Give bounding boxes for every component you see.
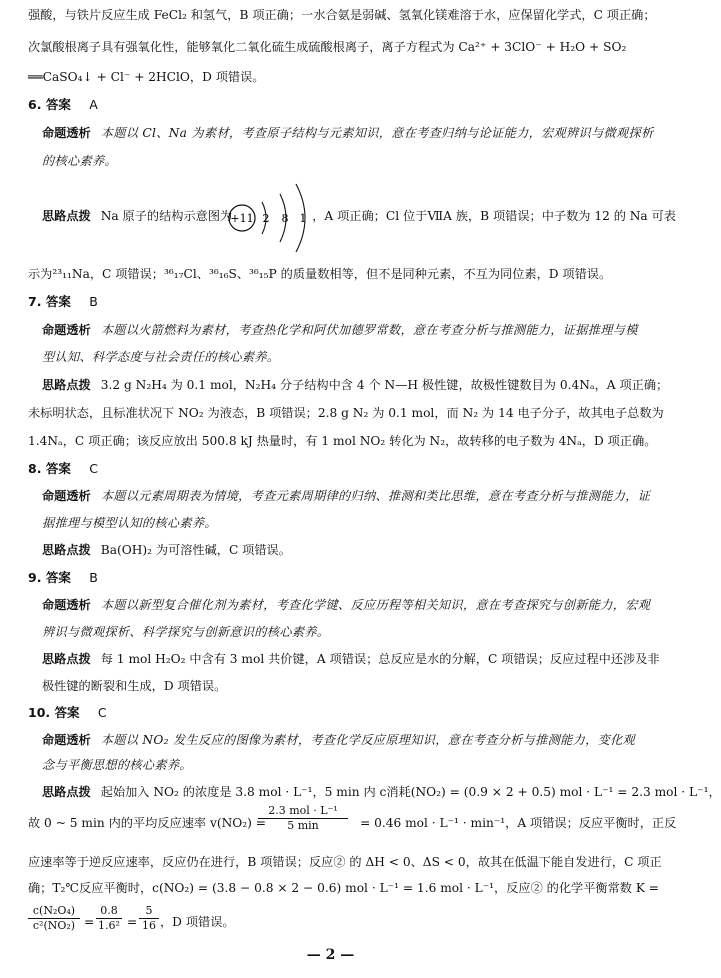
q7-heading	[28, 293, 647, 312]
equals-sign-1: =	[84, 915, 95, 929]
q8-answer: C	[89, 461, 98, 476]
answer-label: 答案	[54, 705, 80, 720]
q10-solve-line-3: 应速率等于逆反应速率，反应仍在进行，B 项错误；反应② 的 ΔH < 0、ΔS < 0，故其在低温下能自发进行，C 项正	[28, 855, 662, 869]
intro-line-1: 强酸，与铁片反应生成 FeCl₂ 和氢气，B 项正确；一水合氨是弱碱、氢氧化镁难溶于水，应保留化学式，C 项正确；	[28, 8, 656, 22]
q10-solve-line-1	[42, 783, 721, 801]
q7-number: 7.	[28, 294, 42, 309]
k-expression-fraction	[28, 904, 80, 934]
shell-2-electrons: 8	[281, 212, 289, 225]
solve-label: 思路点拨	[42, 209, 91, 223]
solve-label: 思路点拨	[42, 785, 91, 799]
k-fraction-numerator: c(N₂O₄)	[32, 904, 76, 917]
solve-label: 思路点拨	[42, 543, 91, 557]
q7-propose-line-1	[42, 321, 647, 339]
propose-label: 命题透析	[42, 733, 91, 747]
k-value-fraction	[96, 904, 122, 934]
q6-solve-line-1	[42, 207, 676, 225]
q7-solve-line-1	[42, 376, 669, 394]
answer-label: 答案	[45, 294, 71, 309]
q6-propose-line-2: 的核心素养。	[42, 154, 117, 168]
solve-label: 思路点拨	[42, 652, 91, 666]
q7-solve-line-3: 1.4Nₐ，C 项正确；该反应放出 500.8 kJ 热量时，有 1 mol NO₂ 转化为 N₂，故转移的电子数为 4Nₐ，D 项正确。	[28, 434, 657, 448]
q6-propose-line-1	[42, 124, 654, 142]
answer-label: 答案	[45, 461, 71, 476]
q6-number: 6.	[28, 97, 42, 112]
q10-solve-text-1: 起始加入 NO₂ 的浓度是 3.8 mol · L⁻¹，5 min 内 c消耗(NO₂) = (0.9 × 2 + 0.5) mol · L⁻¹ = 2.3 mol · L⁻¹，	[100, 785, 721, 799]
k-result-denominator: 16	[139, 918, 159, 933]
q10-heading	[28, 704, 647, 723]
q10-solve-end: ，D 项错误。	[160, 915, 235, 929]
q7-propose-line-2: 型认知、科学态度与社会责任的核心素养。	[42, 350, 280, 364]
q6-propose-text-1: 本题以 Cl、Na 为素材，考查原子结构与元素知识，意在考查归纳与论证能力，宏观辨识与微观探析	[100, 126, 654, 140]
q10-solve-line-2-post: = 0.46 mol · L⁻¹ · min⁻¹，A 项错误；反应平衡时，正反	[359, 816, 677, 830]
q8-propose-line-1	[42, 487, 651, 505]
q6-solve-post: ，A 项正确；Cl 位于ⅦA 族，B 项错误；中子数为 12 的 Na 可表	[312, 209, 676, 223]
q10-propose-text-1: 本题以 NO₂ 发生反应的图像为素材，考查化学反应原理知识，意在考查分析与推测能力，变化观	[100, 733, 636, 747]
propose-label: 命题透析	[42, 598, 91, 612]
k-result-fraction	[139, 904, 159, 934]
rate-fraction-denominator: 5 min	[258, 818, 348, 833]
q8-solve-text-1: Ba(OH)₂ 为可溶性碱，C 项错误。	[100, 543, 291, 557]
q8-propose-line-2: 据推理与模型认知的核心素养。	[42, 516, 217, 530]
q6-heading	[28, 96, 647, 115]
k-result-numerator: 5	[145, 904, 153, 917]
answer-label: 答案	[45, 97, 71, 112]
solve-label: 思路点拨	[42, 378, 91, 392]
q9-propose-line-2: 辨识与微观探析、科学探究与创新意识的核心素养。	[42, 625, 330, 639]
shell-3-electrons: 1	[299, 212, 307, 225]
q6-solve-line-2: 示为²³₁₁Na，C 项错误；³⁶₁₇Cl、³⁶₁₆S、³⁶₁₅P 的质量数相等，但不是同种元素，不互为同位素，D 项错误。	[28, 267, 612, 281]
q9-number: 9.	[28, 570, 42, 585]
q10-answer: C	[97, 705, 107, 720]
sodium-atom-structure-diagram	[226, 180, 316, 255]
intro-line-3: ══CaSO₄↓ + Cl⁻ + 2HClO，D 项错误。	[28, 70, 265, 84]
q8-heading	[28, 460, 647, 479]
propose-label: 命题透析	[42, 489, 91, 503]
q10-propose-line-2: 念与平衡思想的核心素养。	[42, 758, 192, 772]
equals-sign-2: =	[127, 915, 138, 929]
rate-fraction-numerator: 2.3 mol · L⁻¹	[268, 804, 338, 817]
rate-fraction	[258, 804, 348, 834]
k-value-numerator: 0.8	[100, 904, 118, 917]
answer-label: 答案	[45, 570, 71, 585]
q6-answer: A	[89, 97, 98, 112]
nucleus-charge: +11	[230, 212, 254, 225]
q9-propose-text-1: 本题以新型复合催化剂为素材，考查化学键、反应历程等相关知识，意在考查探究与创新能力，宏观	[100, 598, 651, 612]
q9-answer: B	[89, 570, 98, 585]
q9-solve-line-1	[42, 650, 660, 668]
page-number: — 2 —	[306, 947, 355, 963]
q7-answer: B	[89, 294, 98, 309]
q6-solve-pre: Na 原子的结构示意图为	[100, 209, 233, 223]
q8-number: 8.	[28, 461, 42, 476]
q9-solve-line-2: 极性键的断裂和生成，D 项错误。	[42, 679, 227, 693]
q7-solve-text-1: 3.2 g N₂H₄ 为 0.1 mol，N₂H₄ 分子结构中含 4 个 N—H 极性键，故极性键数目为 0.4Nₐ，A 项正确；	[100, 378, 669, 392]
q9-solve-text-1: 每 1 mol H₂O₂ 中含有 3 mol 共价键，A 项错误；总反应是水的分解，C 项错误；反应过程中还涉及非	[100, 652, 660, 666]
propose-label: 命题透析	[42, 323, 91, 337]
k-fraction-denominator: c²(NO₂)	[28, 918, 80, 933]
q8-solve-line-1	[42, 541, 647, 559]
q7-propose-text-1: 本题以火箭燃料为素材，考查热化学和阿伏加德罗常数，意在考查分析与推测能力，证据推理与模	[100, 323, 638, 337]
shell-1-electrons: 2	[262, 212, 270, 225]
q10-number: 10.	[28, 705, 51, 720]
k-value-denominator: 1.6²	[96, 918, 122, 933]
q10-solve-line-2-pre: 故 0 ~ 5 min 内的平均反应速率 v(NO₂) =	[28, 816, 266, 830]
propose-label: 命题透析	[42, 126, 91, 140]
q9-propose-line-1	[42, 596, 651, 614]
q9-heading	[28, 569, 647, 588]
q10-propose-line-1	[42, 731, 647, 749]
intro-line-2: 次氯酸根离子具有强氧化性，能够氧化二氧化硫生成硫酸根离子，离子方程式为 Ca²⁺ + 3ClO⁻ + H₂O + SO₂	[28, 40, 627, 54]
q8-propose-text-1: 本题以元素周期表为情境，考查元素周期律的归纳、推测和类比思维，意在考查分析与推测能力，证	[100, 489, 651, 503]
q10-solve-line-4: 确；T₂℃反应平衡时，c(NO₂) = (3.8 − 0.8 × 2 − 0.6) mol · L⁻¹ = 1.6 mol · L⁻¹，反应② 的化学平衡常数 K =	[28, 881, 660, 895]
q7-solve-line-2: 未标明状态，且标准状况下 NO₂ 为液态，B 项错误；2.8 g N₂ 为 0.1 mol，而 N₂ 为 14 电子分子，故其电子总数为	[28, 406, 664, 420]
